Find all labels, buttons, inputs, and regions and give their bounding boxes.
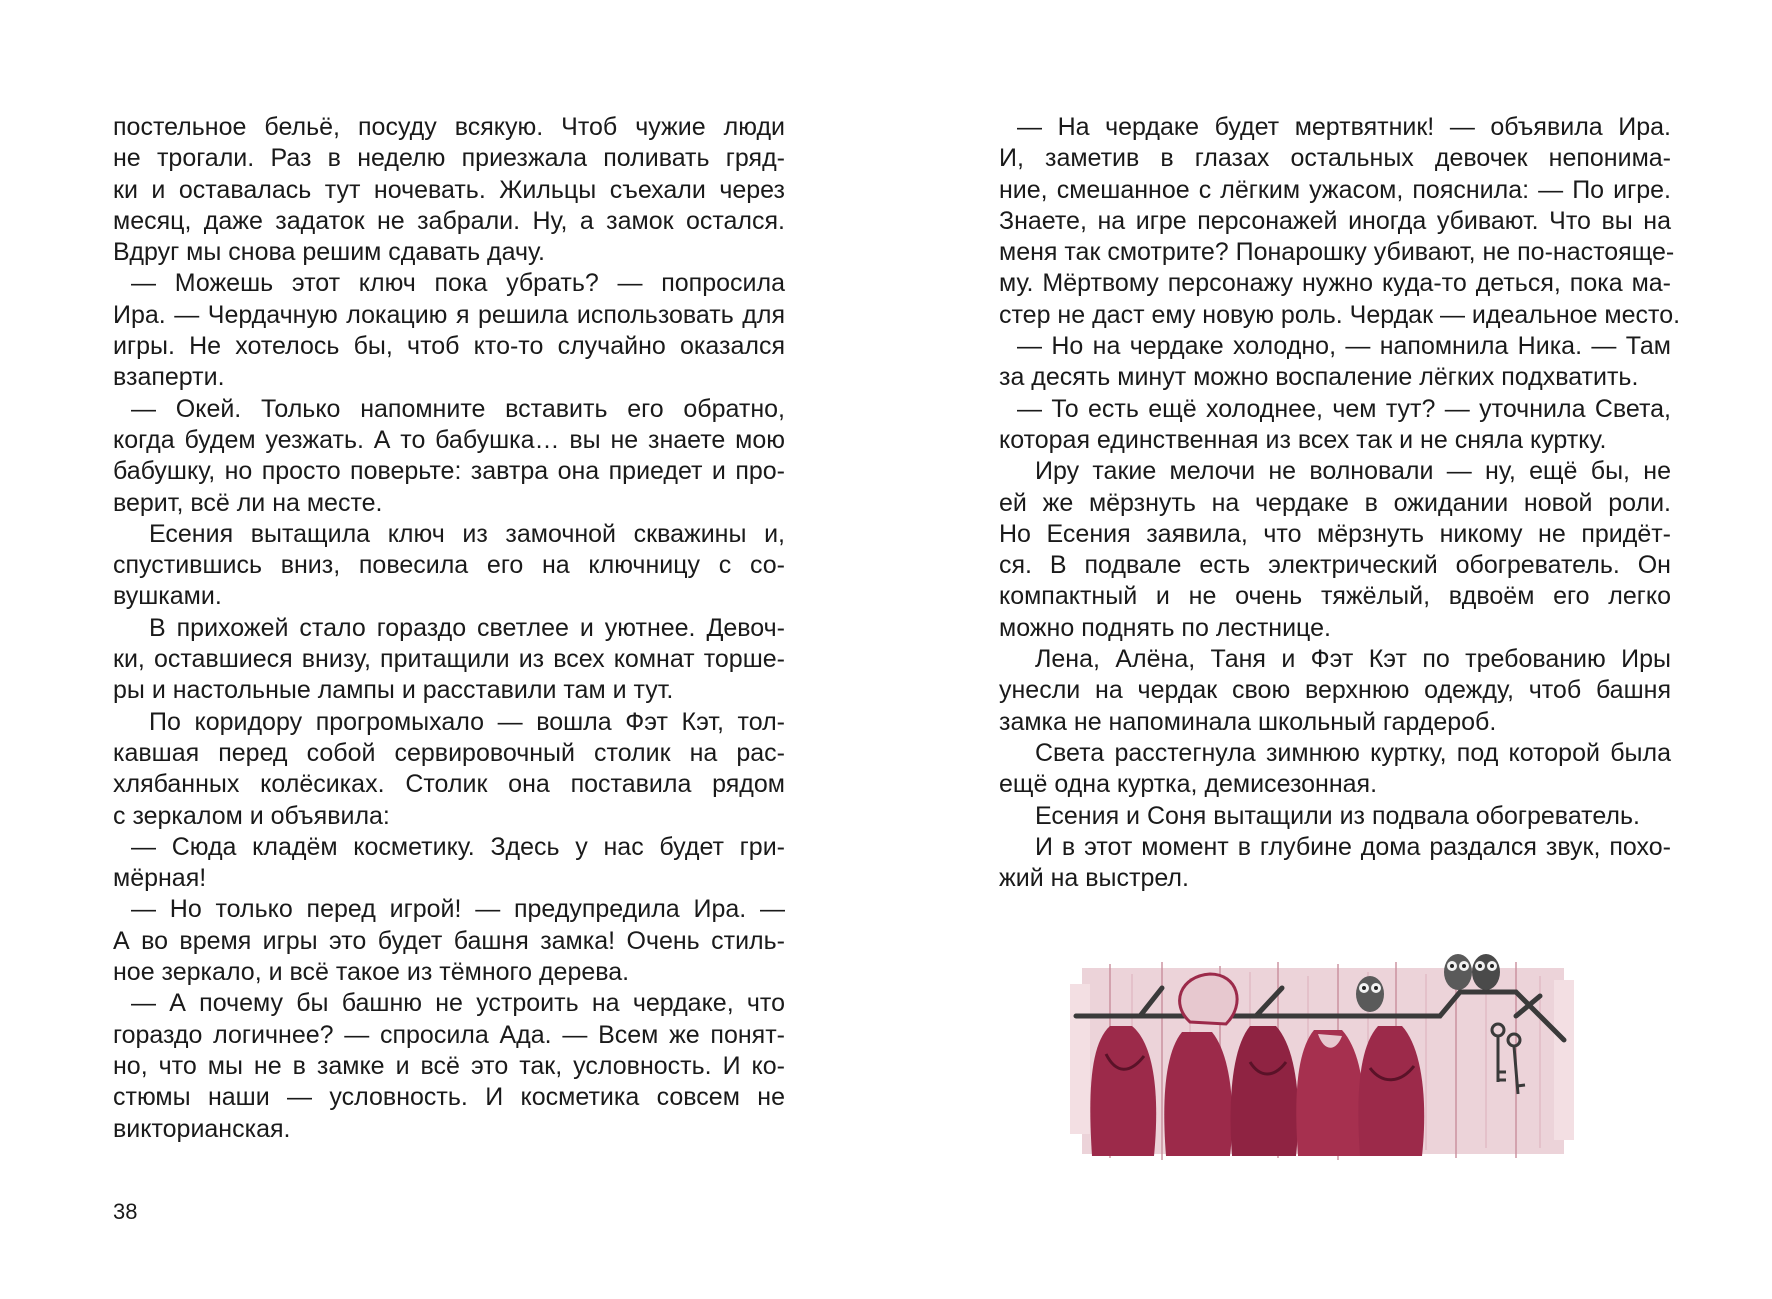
text-line: Есения вытащила ключ из замочной скважины и, [149, 519, 785, 548]
coat-icon [1164, 1032, 1232, 1156]
text-line: Ира. — Чердачную локацию я решила использовать для [113, 300, 785, 329]
hat-icon [1180, 974, 1238, 1024]
text-line: вушками. [113, 582, 222, 611]
text-line: верит, всё ли на месте. [113, 488, 383, 517]
text-line: ки и оставалась тут ночевать. Жильцы съехали через [113, 175, 785, 204]
text-line: ры и настольные лампы и расставили там и тут. [113, 676, 674, 705]
text-line: не трогали. Раз в неделю приезжала поливать гряд- [113, 144, 785, 173]
text-line: мёрная! [113, 864, 207, 893]
owl-icon [1444, 954, 1472, 990]
text-line: Но Есения заявила, что мёрзнуть никому не придёт- [999, 519, 1671, 548]
text-line: В прихожей стало гораздо светлее и уютнее. Девоч- [149, 613, 785, 642]
text-line: Знаете, на игре персонажей иногда убивают. Что вы на [999, 206, 1671, 235]
text-line: Света расстегнула зимнюю куртку, под которой была [1035, 738, 1671, 767]
text-line: меня так смотрите? Понарошку убивают, не по-настояще- [999, 238, 1675, 267]
text-line: Есения и Соня вытащили из подвала обогреватель. [1035, 801, 1640, 830]
text-line: стер не даст ему новую роль. Чердак — идеальное место. [999, 300, 1681, 329]
text-line: И в этот момент в глубине дома раздался звук, похо- [1035, 832, 1671, 861]
text-line: ние, смешанное с лёгким ужасом, пояснила: — По игре. [999, 175, 1671, 204]
text-line: хлябанных колёсиках. Столик она поставила рядом [113, 770, 785, 799]
text-line: викторианская. [113, 1114, 291, 1143]
text-line: когда будем уезжать. А то бабушка… вы не знаете мою [113, 425, 785, 454]
text-line: которая единственная из всех так и не сняла куртку. [999, 425, 1607, 454]
owl-icon [1472, 954, 1500, 990]
text-line: жий на выстрел. [999, 864, 1189, 893]
text-line: унесли на чердак свою верхнюю одежду, чтоб башня [999, 676, 1671, 705]
text-line: компактный и не очень тяжёлый, вдвоём его легко [999, 582, 1671, 611]
text-line: замка не напоминала школьный гардероб. [999, 707, 1497, 736]
text-line: постельное бельё, посуду всякую. Чтоб чужие люди [113, 113, 785, 141]
text-line: — Но только перед игрой! — предупредила Ира. — [131, 895, 785, 924]
text-line: му. Мёртвому персонажу нужно куда-то деться, пока ма- [999, 269, 1671, 298]
text-line: ей же мёрзнуть на чердаке в ожидании новой роли. [999, 488, 1671, 517]
coat-rack-with-owls-illustration [1070, 944, 1574, 1168]
text-line: — Можешь этот ключ пока убрать? — попросила [131, 269, 785, 298]
text-line: можно поднять по лестнице. [999, 613, 1331, 642]
text-line: но, что мы не в замке и всё это так, условность. И ко- [113, 1051, 785, 1080]
text-line: с зеркалом и объявила: [113, 801, 390, 830]
text-line: ное зеркало, и всё такое из тёмного дерева. [113, 958, 630, 987]
text-line: — А почему бы башню не устроить на чердаке, что [131, 989, 785, 1018]
text-line: игры. Не хотелось бы, чтоб кто-то случайно оказался [113, 332, 785, 361]
text-line: бабушку, но просто поверьте: завтра она приедет и про- [113, 457, 785, 486]
page-number: 38 [113, 1199, 138, 1224]
text-line: месяц, даже задаток не забрали. Ну, а замок остался. [113, 206, 785, 235]
text-line: кавшая перед собой сервировочный столик на рас- [113, 738, 785, 767]
left-text-column [113, 112, 785, 1145]
text-line: стюмы наши — условность. И косметика совсем не [113, 1083, 785, 1112]
text-line: Лена, Алёна, Таня и Фэт Кэт по требованию Иры [1035, 645, 1671, 674]
text-line: спустившись вниз, повесила его на ключницу с со- [113, 551, 785, 580]
text-line: — Но на чердаке холодно, — напомнила Ника. — Там [1017, 332, 1671, 361]
right-page [886, 0, 1772, 1299]
text-line: — На чердаке будет мертвятник! — объявила Ира. [1017, 113, 1671, 141]
text-line: И, заметив в глазах остальных девочек непонима- [999, 144, 1671, 173]
text-line: По коридору прогромыхало — вошла Фэт Кэт, тол- [149, 707, 785, 736]
owl-icon [1356, 976, 1384, 1012]
text-line: ещё одна куртка, демисезонная. [999, 770, 1378, 799]
text-line: за десять минут можно воспаление лёгких подхватить. [999, 363, 1639, 392]
text-line: ся. В подвале есть электрический обогреватель. Он [999, 551, 1671, 580]
text-line: ки, оставшиеся внизу, притащили из всех комнат торше- [113, 645, 785, 674]
text-line: Вдруг мы снова решим сдавать дачу. [113, 238, 545, 267]
text-line: — То есть ещё холоднее, чем тут? — уточнила Света, [1017, 394, 1671, 423]
text-line: А во время игры это будет башня замка! Очень стиль- [113, 926, 785, 955]
text-line: гораздо логичнее? — спросила Ада. — Всем же понят- [113, 1020, 785, 1049]
text-line: — Окей. Только напомните вставить его обратно, [131, 394, 785, 423]
right-text-column [999, 112, 1681, 894]
text-line: взаперти. [113, 363, 225, 392]
text-line: — Сюда кладём косметику. Здесь у нас будет гри- [131, 832, 785, 861]
text-line: Иру такие мелочи не волновали — ну, ещё бы, не [1035, 457, 1671, 486]
